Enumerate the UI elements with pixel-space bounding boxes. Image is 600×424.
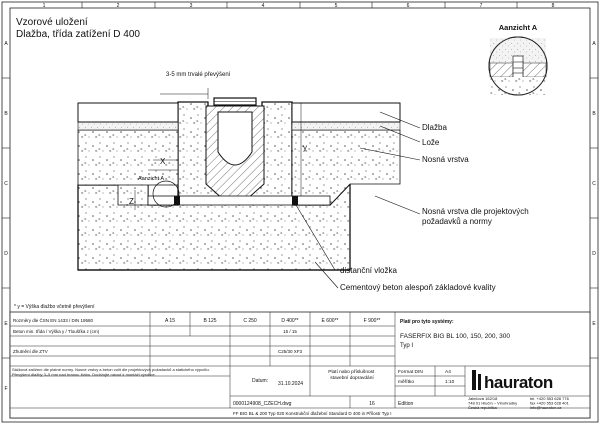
address-line-1: Jatečová 162/18	[468, 396, 498, 401]
contact-fax: fax +420 553 628 401	[530, 400, 569, 406]
product-systems-title: Platí pro tyto systémy:	[400, 319, 454, 325]
col-mark-1: 1	[42, 3, 46, 9]
dim-x-label: X	[160, 157, 166, 166]
col-mark-3: 3	[189, 3, 193, 9]
detail-view-a	[489, 23, 547, 95]
drawing-title-line-1: Vzorové uložení	[16, 17, 88, 28]
row-mark-e-right: E	[592, 321, 596, 327]
row-mark-a: A	[4, 41, 8, 47]
detail-view-label: Aanzicht A	[498, 23, 538, 32]
date-value: 31.10.2024	[278, 381, 304, 387]
paving-left	[78, 103, 178, 122]
callout-spacer: distanční vložka	[340, 266, 397, 275]
address-line-3: Česká republika	[468, 405, 497, 410]
col-mark-2: 2	[116, 3, 120, 9]
col-mark-4: 4	[261, 3, 265, 9]
contact-email: info@hauraton.cz	[530, 405, 562, 410]
bedding-left	[78, 122, 178, 130]
dim-z-label: Z	[129, 197, 134, 206]
format-value: A4	[445, 370, 451, 375]
footnote: * y = Výška dlažbo včetně převýšení	[14, 304, 95, 310]
callout-bedding: Lože	[422, 138, 440, 147]
row-mark-d: D	[4, 251, 8, 257]
compaction-row-label: Zhutnění dle ZTV	[13, 349, 48, 354]
row-mark-b: B	[4, 111, 8, 117]
format-label: Format DIN	[398, 370, 423, 375]
col-mark-7: 7	[479, 3, 483, 9]
date-label: Datum:	[252, 378, 269, 384]
sheet-number: 16	[369, 401, 375, 407]
norm-row-label: Rozměry dle ČSN EN 1433 / DIN 19580	[13, 318, 94, 323]
concrete-d400-value: 15 / 15	[283, 329, 297, 334]
cross-section	[78, 72, 400, 270]
product-type: Typ I	[400, 343, 414, 349]
row-mark-a-right: A	[592, 41, 596, 47]
scale-label: měřítko	[398, 380, 414, 385]
class-f900: F 900**	[363, 318, 381, 324]
bedding-right	[292, 122, 400, 130]
address-line-2: 748 01 Hlučín – Vinohradky	[468, 400, 518, 406]
row-mark-c: C	[4, 181, 8, 187]
validity-note: Platí nabo příslušnost stavební dopravdání	[328, 370, 375, 381]
row-mark-d-right: D	[592, 251, 596, 257]
class-d400: D 400**	[281, 318, 299, 324]
col-mark-5: 5	[334, 3, 338, 9]
class-c250: C 250	[243, 318, 257, 324]
paving-right	[292, 103, 400, 122]
callout-base-course: Nosná vrstva	[422, 155, 469, 164]
class-a15: A 15	[164, 318, 176, 324]
compaction-d400-value: C25/30 XF3	[277, 349, 303, 354]
dim-y-label: y	[303, 143, 307, 152]
row-mark-e: E	[4, 321, 8, 327]
concrete-row-label: Beton min. třída / Výška y / Tloušťka z (cm)	[13, 329, 100, 334]
row-mark-c-right: C	[592, 181, 596, 187]
general-notes: Sáčková zatížení dle platné normy. Nosné vrstvy a beton volit dle projektových požadavků a statického výpočtu. Převýšení dlažby 3–5 mm nad hranou žlabu. Dodržujte návod k montáži výrobce.	[12, 367, 210, 377]
drawing-title-line-2: Dlažba, třída zatížení D 400	[16, 29, 140, 40]
col-mark-6: 6	[406, 3, 410, 9]
hauraton-logo	[472, 370, 553, 392]
class-b125: B 125	[203, 318, 217, 324]
class-e600: E 600**	[321, 318, 339, 324]
footer-description: FF BIG BL & 200 Typ 020 Konstrukční dlažební Standard D 400 in Přílostr Typ I	[233, 411, 392, 416]
title-block	[10, 312, 590, 418]
gap-dimension-note: 3-5 mm trvalé převýšení	[166, 72, 231, 78]
edition-label: Edition	[398, 401, 414, 407]
drawing-number: 0000124908_CZECH.dwg	[233, 401, 292, 407]
callout-concrete: Cementový beton alespoň základové kvality	[340, 283, 496, 292]
contact-phone: tel. +420 553 628 776	[530, 396, 569, 401]
scale-value: 1:10	[445, 380, 455, 385]
callout-subbase: Nosná vrstva dle projektových požadavků a normy	[422, 207, 529, 226]
view-a-tag: Aanzicht A	[138, 176, 164, 182]
logo-text: hauraton	[484, 373, 553, 392]
row-mark-b-right: B	[592, 111, 596, 117]
col-mark-8: 8	[551, 3, 555, 9]
product-name: FASERFIX BIG BL 100, 150, 200, 300	[400, 333, 510, 340]
callout-paving: Dlažba	[422, 123, 447, 132]
row-mark-f: F	[4, 386, 8, 392]
